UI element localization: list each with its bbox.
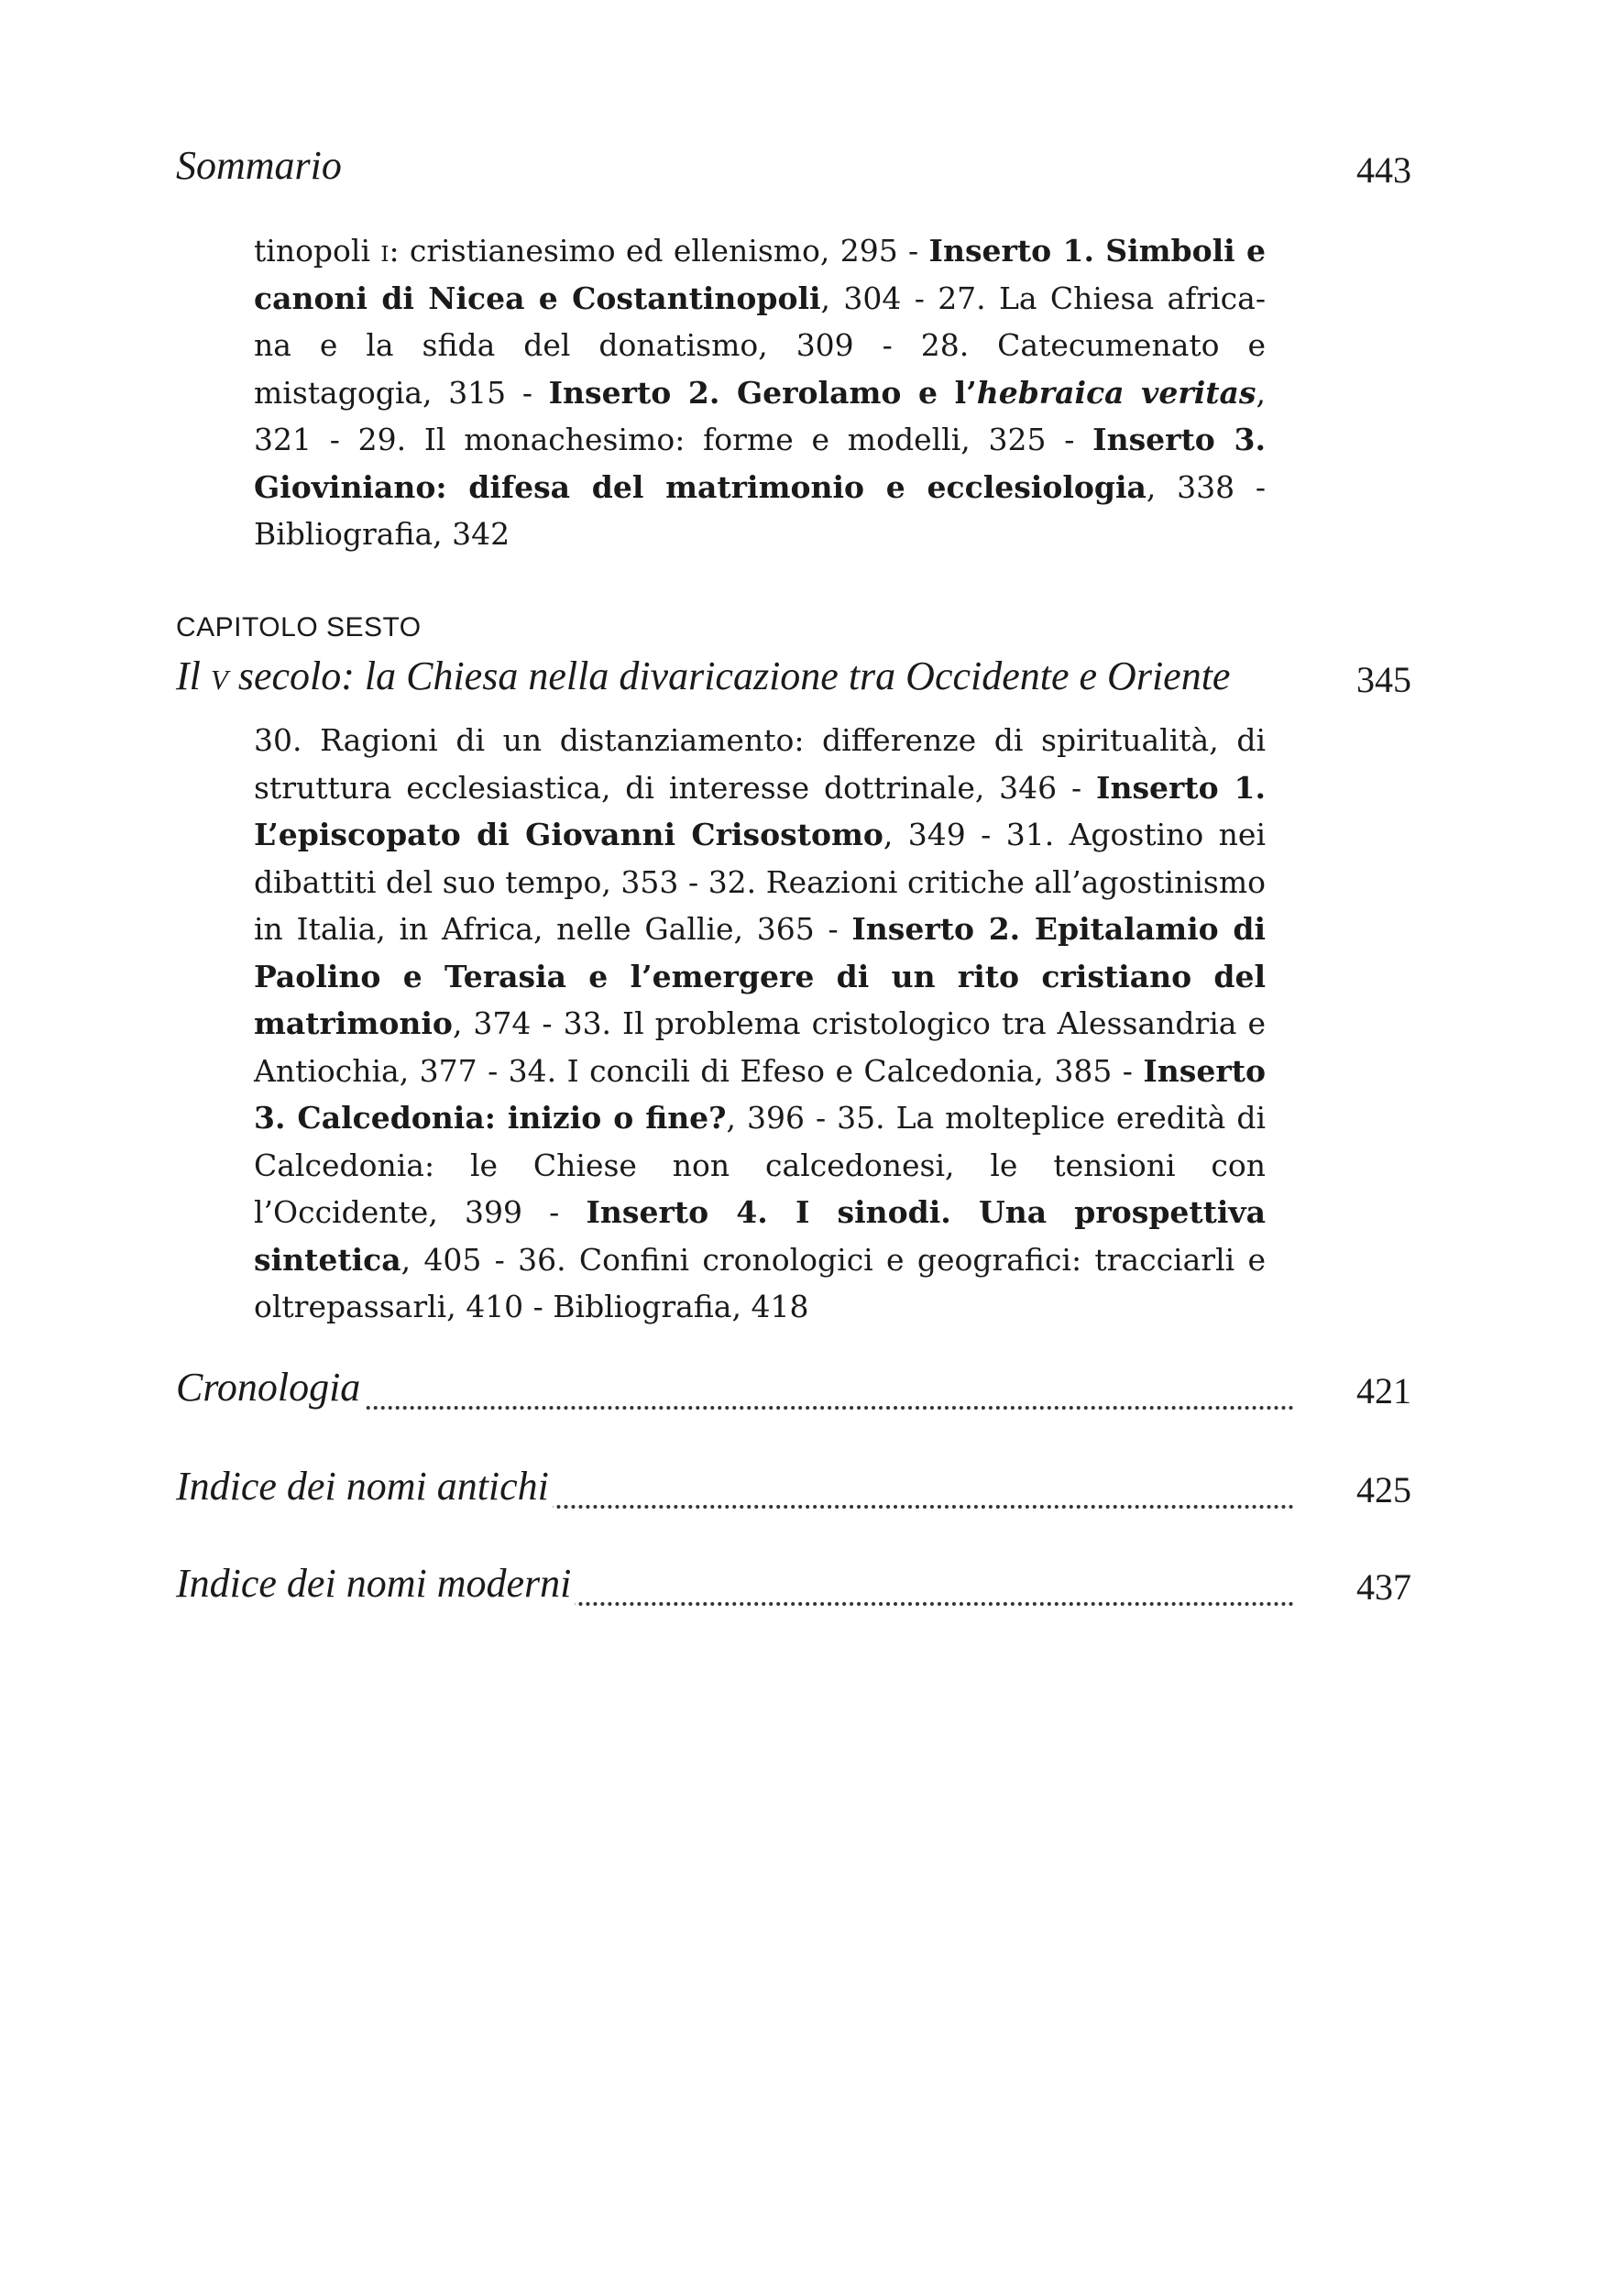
chapter-title: Il v secolo: la Chiesa nella divaricazione tra Occidente e Oriente (176, 653, 1231, 698)
chapter-label: CAPITOLO SESTO (176, 612, 422, 642)
prev-section-body (254, 227, 1266, 558)
toc-entry-title: Cronologia (176, 1364, 364, 1411)
text-run: , 321 - 29. Il monachesimo: forme e modelli, 325 - (254, 374, 1266, 457)
toc-entry-title: Indice dei nomi moderni (176, 1560, 575, 1607)
chapter-heading[interactable] (176, 653, 1411, 708)
toc-entry-page: 437 (1356, 1566, 1411, 1608)
text-run: , 396 - 35. La molteplice eredità di Calcedonia: le Chiese non calcedonesi, le tensioni con l’Occidente, 399 - (254, 1100, 1267, 1230)
text-run: tinopoli (254, 233, 381, 269)
toc-entry-indice-nomi-antichi[interactable] (176, 1463, 1411, 1518)
toc-entry-cronologia[interactable] (176, 1364, 1411, 1419)
toc-entry-indice-nomi-moderni[interactable] (176, 1560, 1411, 1615)
text-run: , 349 - 31. Agostino nei dibattiti del suo tempo, 353 - 32. Reazioni critiche all’agostinismo in Italia, in Africa, nelle Gallie, 365 - (254, 817, 1266, 947)
text-run: Inserto 1. Simboli e canoni di Nicea e Costantinopoli (254, 233, 1267, 316)
text-run: Inserto 2. Epitalamio di Paolino e Terasia e l’emergere di un rito cristiano del matrimonio (254, 911, 1266, 1041)
chapter-body (254, 717, 1266, 1331)
toc-entry-page: 425 (1356, 1469, 1411, 1510)
running-head-title: Sommario (176, 143, 342, 188)
text-run: , 374 - 33. Il problema cristologico tra Alessandria e Antiochia, 377 - 34. I concili di Efeso e Calcedonia, 385 - (254, 1005, 1266, 1089)
text-run: Inserto 2. Gerolamo e l’ (548, 374, 977, 411)
text-run: Inserto 3. Calcedonia: inizio o fine? (254, 1052, 1266, 1136)
text-run: : cristianesimo ed ellenismo, 295 - (389, 233, 929, 269)
toc-entry-page: 421 (1356, 1370, 1411, 1411)
toc-entry-title: Indice dei nomi antichi (176, 1463, 553, 1510)
text-run: 30. Ragioni di un distanziamento: differenze di spiritualità, di struttura ecclesiastica, di interesse dottrinale, 346 - (254, 722, 1266, 806)
page-number: 443 (1356, 149, 1411, 191)
text-run: , 338 - Bibliografia, 342 (254, 468, 1267, 552)
text-run: i (380, 233, 390, 269)
chapter-page-number: 345 (1356, 659, 1411, 700)
text-run: Inserto 4. I sinodi. Una prospettiva sintetica (254, 1194, 1266, 1278)
text-run: , 304 - 27. La Chiesa africa-na e la sfida del donatismo, 309 - 28. Catecumenato e mistagogia, 315 - (254, 280, 1266, 411)
text-run: Inserto 1. L’episcopato di Giovanni Crisostomo (254, 769, 1266, 852)
text-run: hebraica veritas (976, 374, 1256, 411)
text-run: Inserto 3. Gioviniano: difesa del matrimonio e ecclesiologia (254, 422, 1266, 505)
text-run: , 405 - 36. Confini cronologici e geografici: tracciarli e oltrepassarli, 410 - Bibliografia, 418 (254, 1241, 1266, 1324)
